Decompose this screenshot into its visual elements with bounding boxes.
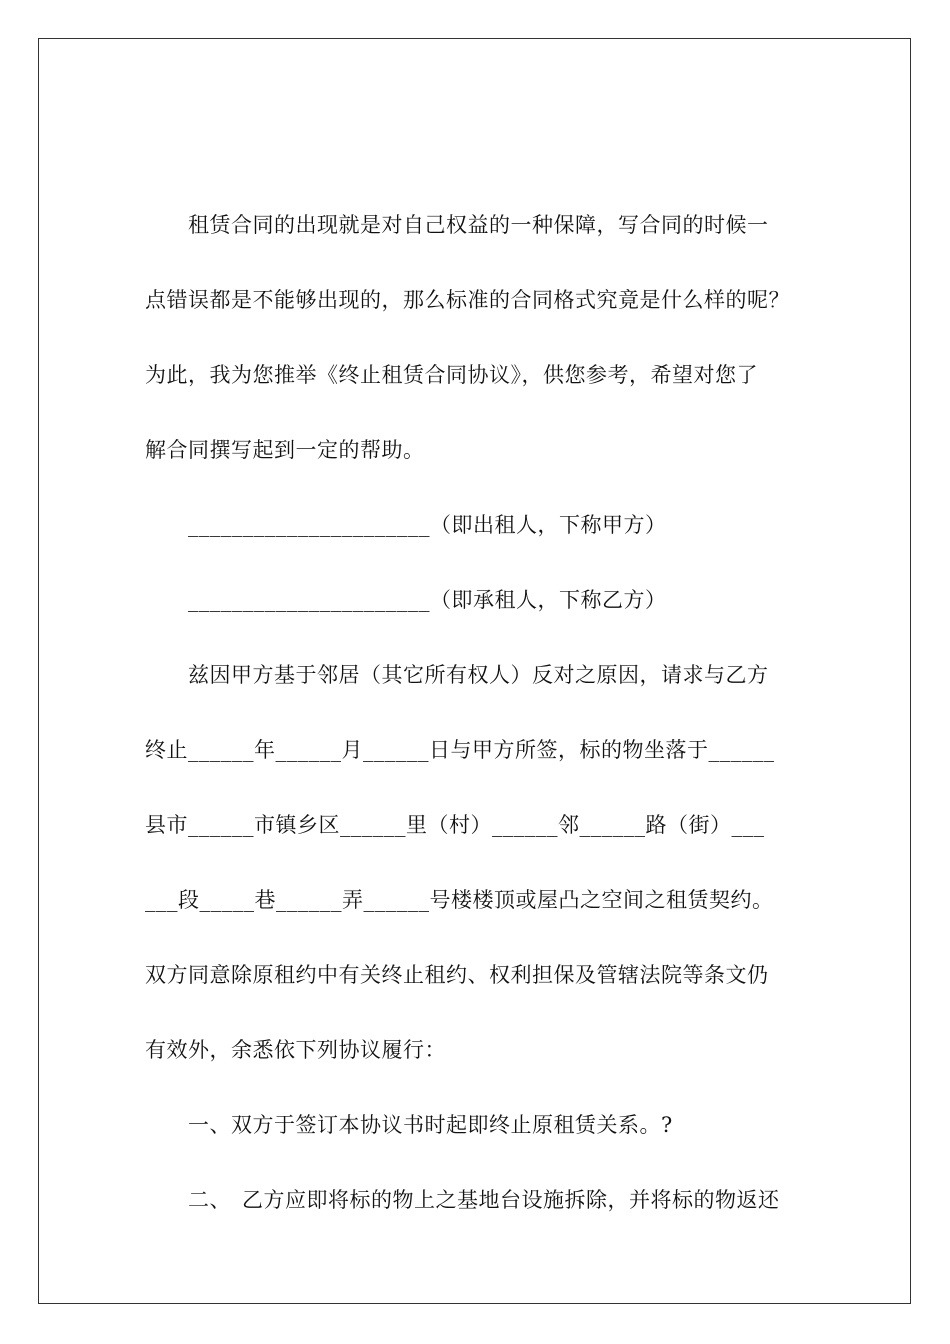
- party-b-line: ______________________（即承租人，下称乙方）: [145, 588, 667, 612]
- paragraph-terms-line-5: 双方同意除原租约中有关终止租约、权利担保及管辖法院等条文仍: [145, 963, 769, 987]
- clause-1: 一、双方于签订本协议书时起即终止原租赁关系。?: [145, 1113, 673, 1137]
- clause-2: 二、 乙方应即将标的物上之基地台设施拆除，并将标的物返还: [145, 1188, 780, 1212]
- paragraph-terms-line-6: 有效外，余悉依下列协议履行：: [145, 1038, 446, 1062]
- paragraph-intro-line-2: 点错误都是不能够出现的，那么标准的合同格式究竟是什么样的呢？: [145, 288, 790, 312]
- paragraph-terms-line-4: ___段_____巷______弄______号楼楼顶或屋凸之空间之租赁契约。: [145, 888, 774, 912]
- paragraph-intro-line-1: 租赁合同的出现就是对自己权益的一种保障，写合同的时候一: [145, 213, 769, 237]
- paragraph-terms-line-3: 县市______市镇乡区______里（村）______邻______路（街）___: [145, 813, 765, 837]
- paragraph-terms-line-1: 兹因甲方基于邻居（其它所有权人）反对之原因，请求与乙方: [145, 663, 769, 687]
- paragraph-intro-line-3: 为此，我为您推举《终止租赁合同协议》，供您参考，希望对您了: [145, 363, 758, 387]
- paragraph-terms-line-2: 终止______年______月______日与甲方所签，标的物坐落于______: [145, 738, 775, 762]
- party-a-line: ______________________（即出租人，下称甲方）: [145, 513, 667, 537]
- paragraph-intro-line-4: 解合同撰写起到一定的帮助。: [145, 438, 425, 462]
